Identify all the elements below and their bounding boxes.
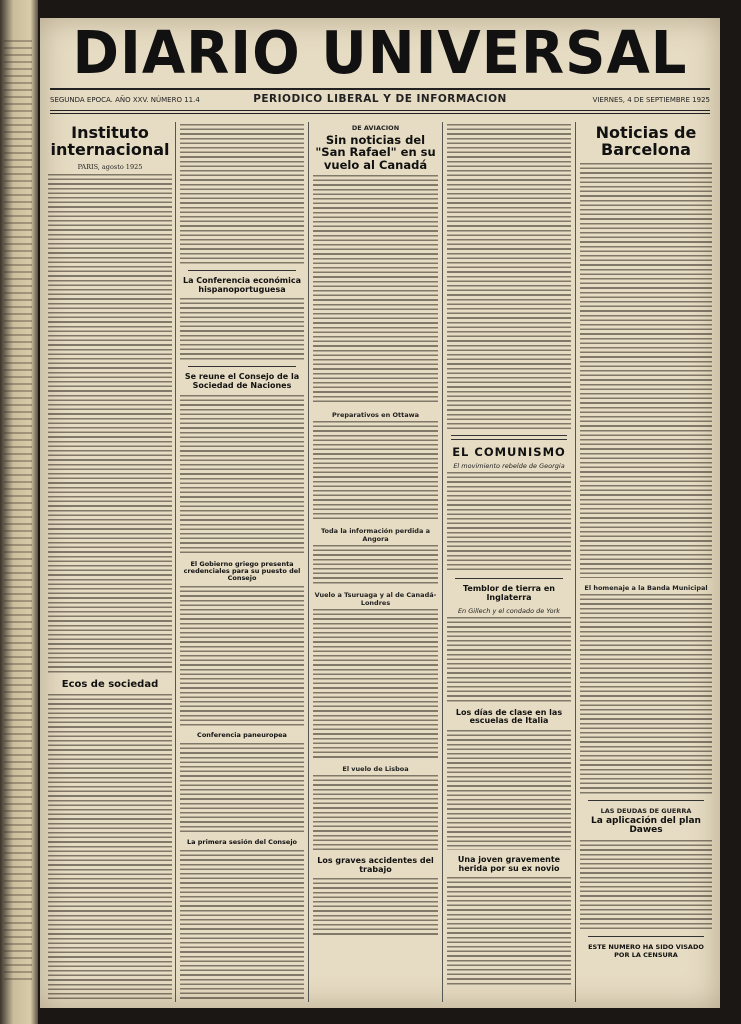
article-body — [180, 395, 304, 555]
column-4 — [447, 122, 571, 1002]
tagline: PERIODICO LIBERAL Y DE INFORMACION — [253, 93, 507, 105]
column-rule — [308, 122, 309, 1002]
separator — [451, 435, 567, 440]
headline-temblor: Temblor de tierra en Inglaterra — [463, 584, 555, 603]
subheader-rule-2 — [50, 113, 710, 114]
subhead-ottawa: Preparativos en Ottawa — [332, 411, 419, 420]
headline-joven: Una joven gravemente herida por su ex novio — [457, 854, 561, 873]
article-body — [580, 594, 712, 794]
article-body — [313, 609, 438, 759]
article-body — [447, 617, 571, 703]
article-body — [313, 421, 438, 521]
column-2 — [180, 122, 304, 1002]
issue-number: SEGUNDA EPOCA. AÑO XXV. NÚMERO 11.4 — [50, 96, 200, 104]
headline-primera-sesion: La primera sesión del Consejo — [186, 837, 298, 846]
newspaper-title: DIARIO UNIVERSAL — [72, 19, 688, 88]
column-rule — [175, 122, 176, 1002]
dateline: PARIS, agosto 1925 — [77, 162, 143, 171]
newspaper-page — [40, 18, 720, 1008]
subhead-georgia: El movimiento rebelde de Georgia — [453, 462, 565, 471]
masthead-subheader — [50, 93, 710, 107]
headline-conferencia: La Conferencia económica hispanoportuguesa — [182, 276, 302, 294]
article-body — [580, 840, 712, 930]
article-body — [180, 124, 304, 264]
article-body — [447, 877, 571, 987]
separator — [455, 578, 563, 579]
article-body — [180, 298, 304, 360]
article-body — [180, 743, 304, 833]
kicker-deudas: LAS DEUDAS DE GUERRA — [600, 806, 692, 815]
column-5 — [580, 122, 712, 1002]
article-body — [313, 545, 438, 585]
column-rule — [442, 122, 443, 1002]
article-body — [48, 174, 172, 674]
column-3 — [313, 122, 438, 1002]
masthead-rule — [50, 88, 710, 90]
subhead-banda: El homenaje a la Banda Municipal — [584, 583, 708, 592]
headline-accidentes: Los graves accidentes del trabajo — [317, 856, 434, 874]
column-1 — [48, 122, 172, 1002]
headline-barcelona: Noticias de Barcelona — [595, 123, 697, 160]
subhead-lisboa: El vuelo de Lisboa — [342, 765, 409, 774]
subhead-gillech: En Gillech y el condado de York — [457, 606, 561, 615]
headline-escuelas: Los días de clase en las escuelas de Italia — [455, 707, 563, 726]
article-body — [447, 472, 571, 572]
article-body — [48, 694, 172, 1002]
article-body — [180, 586, 304, 726]
separator — [588, 936, 704, 937]
headline-ecos: Ecos de sociedad — [61, 678, 159, 690]
headline-comunismo: EL COMUNISMO — [452, 445, 566, 459]
separator — [588, 800, 704, 801]
article-body — [580, 163, 712, 578]
article-body — [313, 775, 438, 851]
subhead-tsuruaga: Vuelo a Tsuruaga y al de Canadá-Londres — [314, 591, 437, 608]
column-rule — [575, 122, 576, 1002]
headline-griego: El Gobierno griego presenta credenciales para su puesto del Consejo — [183, 559, 301, 582]
separator — [188, 366, 296, 367]
headline-paneuropea: Conferencia paneuropea — [197, 730, 287, 739]
separator — [188, 270, 296, 271]
article-body — [313, 878, 438, 938]
headline-instituto: Instituto internacional — [50, 123, 170, 160]
headline-san-rafael: Sin noticias del "San Rafael" en su vuelo al Canadá — [315, 133, 436, 172]
subheader-rule — [50, 110, 710, 111]
article-body — [180, 850, 304, 1002]
issue-date: VIERNES, 4 DE SEPTIEMBRE 1925 — [592, 96, 710, 104]
article-body — [447, 124, 571, 429]
headline-consejo: Se reune el Consejo de la Sociedad de Naciones — [184, 372, 300, 390]
headline-dawes: La aplicación del plan Dawes — [591, 815, 701, 836]
kicker-aviacion: DE AVIACION — [351, 124, 400, 132]
previous-page-edge — [0, 0, 38, 1024]
censorship-note: ESTE NUMERO HA SIDO VISADO POR LA CENSURA — [588, 942, 704, 960]
article-body — [447, 730, 571, 850]
article-body — [313, 175, 438, 405]
subhead-angora: Toda la información perdida a Angora — [320, 527, 430, 544]
